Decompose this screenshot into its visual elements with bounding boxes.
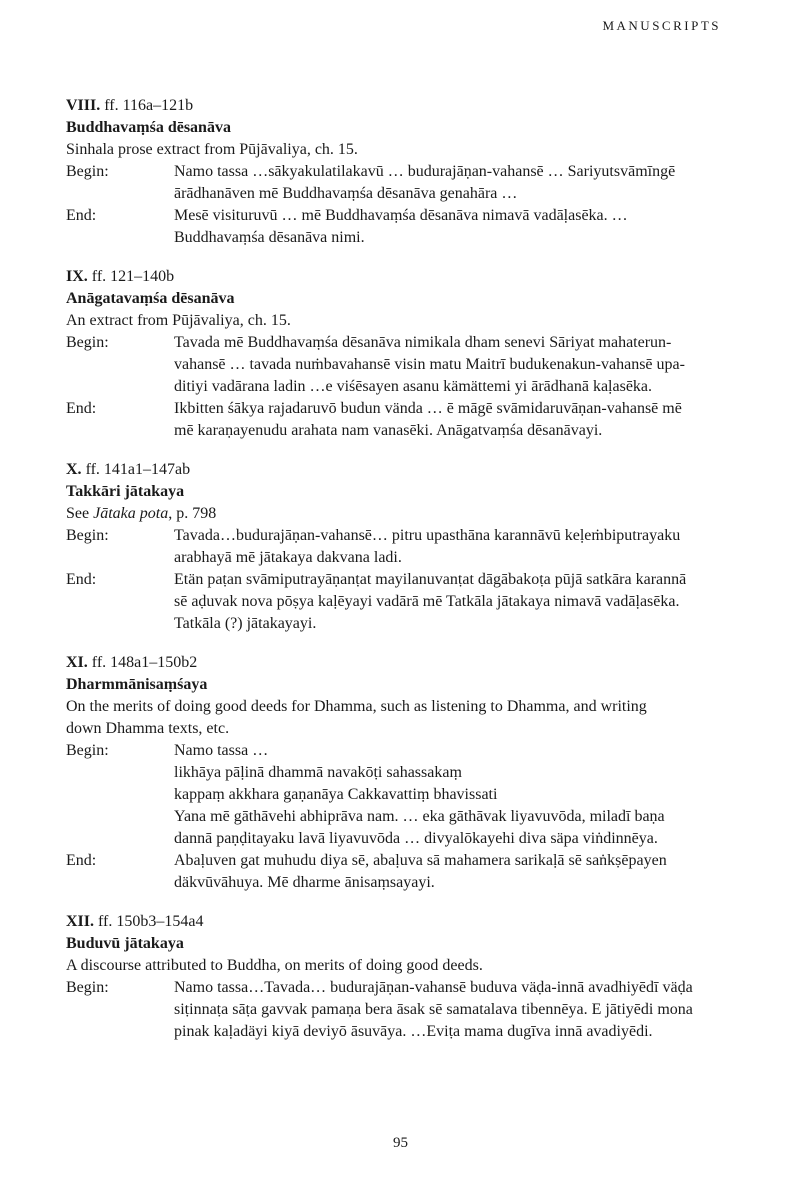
entry-description: down Dhamma texts, etc.: [66, 720, 230, 737]
entry-folios: ff. 141a1–147ab: [85, 461, 191, 478]
text-line: Ikbitten śākya rajadaruvō budun vända … ē māgē svāmidaruvāṇan-vahansē mē: [174, 400, 682, 417]
end-text: [174, 398, 738, 442]
entry-description: [66, 503, 738, 525]
entry-title: Buddhavaṃśa dēsanāva: [66, 119, 231, 136]
begin-label: Begin:: [66, 163, 109, 180]
entry-folios: ff. 121–140b: [91, 268, 175, 285]
begin-label: Begin:: [66, 979, 109, 996]
entry-folios: ff. 148a1–150b2: [91, 654, 198, 671]
text-line: dannā paṇḍitayaku lavā liyavuvōda … divyalōkayehi diva säpa viṅdinnēya.: [174, 830, 658, 847]
end-text: [174, 205, 738, 249]
begin-text: [174, 161, 738, 205]
catalogue-page: [66, 95, 738, 1060]
text-line: siṭinnaṭa sāṭa gavvak pamaṇa bera āsak sē samatalava tibennēya. E jātiyēdi mona: [174, 1001, 693, 1018]
text-line: kappaṃ akkhara gaṇanāya Cakkavattiṃ bhavissati: [174, 786, 498, 803]
entry-title: Dharmmānisaṃśaya: [66, 676, 208, 693]
begin-text: [174, 525, 738, 569]
end-text: [174, 569, 738, 635]
entry-xi: [66, 652, 738, 894]
entry-description: Sinhala prose extract from Pūjāvaliya, ch. 15.: [66, 141, 358, 158]
entry-number: XII.: [66, 913, 95, 930]
begin-row: [66, 740, 738, 850]
entry-description: A discourse attributed to Buddha, on merits of doing good deeds.: [66, 957, 483, 974]
text-line: sē aḍuvak nova pōṣya kaḷēyayi vadārā mē Tatkāla jātakaya nimavā vadāḷasēka.: [174, 593, 680, 610]
text-line: ditiyi vadārana ladin …e viśēsayen asanu kämättemi yi ārādhanā kaḷasēka.: [174, 378, 653, 395]
begin-text: [174, 332, 738, 398]
begin-label: Begin:: [66, 527, 109, 544]
begin-text: [174, 740, 738, 850]
entry-number: X.: [66, 461, 82, 478]
entry-heading: [66, 459, 738, 481]
text-line: pinak kaḷadäyi kiyā deviyō āsuvāya. …Eviṭa mama dugīva innā avadiyēdi.: [174, 1023, 653, 1040]
running-head: MANUSCRIPTS: [602, 18, 721, 33]
entry-title: Takkāri jātakaya: [66, 483, 185, 500]
entry-heading: [66, 95, 738, 117]
entry-ix: [66, 266, 738, 442]
end-row: [66, 205, 738, 249]
begin-row: [66, 525, 738, 569]
end-label: End:: [66, 571, 97, 588]
text-line: ārādhanāven mē Buddhavaṃśa dēsanāva genahāra …: [174, 185, 518, 202]
entry-viii: [66, 95, 738, 249]
text-line: Abaḷuven gat muhudu diya sē, abaḷuva sā mahamera sarikaḷā sē saṅkṣēpayen: [174, 852, 667, 869]
text-line: Namo tassa …sākyakulatilakavū … budurajāṇan-vahansē … Sariyutsvāmīngē: [174, 163, 676, 180]
text-line: däkvūvāhuya. Mē dharme ānisaṃsayayi.: [174, 874, 435, 891]
end-label: End:: [66, 400, 97, 417]
text-line: Yana mē gāthāvehi abhiprāva nam. … eka gāthāvak liyavuvōda, miladī baṇa: [174, 808, 665, 825]
begin-label: Begin:: [66, 742, 109, 759]
entry-description: An extract from Pūjāvaliya, ch. 15.: [66, 312, 291, 329]
entry-number: VIII.: [66, 97, 101, 114]
entry-title: Anāgatavaṃśa dēsanāva: [66, 290, 235, 307]
entry-heading: [66, 266, 738, 288]
text-line: likhāya pāḷinā dhammā navakōṭi sahassakaṃ: [174, 764, 462, 781]
entry-number: XI.: [66, 654, 88, 671]
entry-xii: [66, 911, 738, 1043]
entry-title: Buduvū jātakaya: [66, 935, 184, 952]
text-line: Buddhavaṃśa dēsanāva nimi.: [174, 229, 365, 246]
desc-suffix: , p. 798: [168, 505, 217, 522]
entry-heading: [66, 911, 738, 933]
text-line: Namo tassa…Tavada… budurajāṇan-vahansē buduva väḍa-innā avadhiyēdī väḍa: [174, 979, 693, 996]
page-number: 95: [393, 1135, 408, 1151]
end-label: End:: [66, 207, 97, 224]
entry-number: IX.: [66, 268, 88, 285]
text-line: Etän paṭan svāmiputrayāṇanṭat mayilanuvanṭat dāgābakoṭa pūjā satkāra karannā: [174, 571, 687, 588]
entry-folios: ff. 150b3–154a4: [98, 913, 204, 930]
desc-prefix: See: [66, 505, 94, 522]
text-line: Tavada…budurajāṇan-vahansē… pitru upasthāna karannāvū keḷeṁbiputrayaku: [174, 527, 681, 544]
desc-italic-title: Jātaka pota: [93, 505, 169, 522]
text-line: vahansē … tavada nuṁbavahansē visin matu Maitrī budukenakun-vahansē upa-: [174, 356, 685, 373]
text-line: Namo tassa …: [174, 742, 269, 759]
text-line: mē karaṇayenudu arahata nam vanasēki. Anāgatvaṃśa dēsanāvayi.: [174, 422, 603, 439]
begin-row: [66, 161, 738, 205]
begin-row: [66, 332, 738, 398]
entry-folios: ff. 116a–121b: [104, 97, 194, 114]
end-label: End:: [66, 852, 97, 869]
entry-heading: [66, 652, 738, 674]
entry-description: On the merits of doing good deeds for Dhamma, such as listening to Dhamma, and writing: [66, 698, 647, 715]
text-line: Tavada mē Buddhavaṃśa dēsanāva nimikala dham senevi Sāriyat mahaterun-: [174, 334, 672, 351]
end-text: [174, 850, 738, 894]
end-row: [66, 850, 738, 894]
begin-row: [66, 977, 738, 1043]
end-row: [66, 569, 738, 635]
entry-x: [66, 459, 738, 635]
text-line: Tatkāla (?) jātakayayi.: [174, 615, 317, 632]
begin-label: Begin:: [66, 334, 109, 351]
text-line: arabhayā mē jātakaya dakvana ladi.: [174, 549, 402, 566]
text-line: Mesē visituruvū … mē Buddhavaṃśa dēsanāva nimavā vadāḷasēka. …: [174, 207, 628, 224]
begin-text: [174, 977, 738, 1043]
end-row: [66, 398, 738, 442]
